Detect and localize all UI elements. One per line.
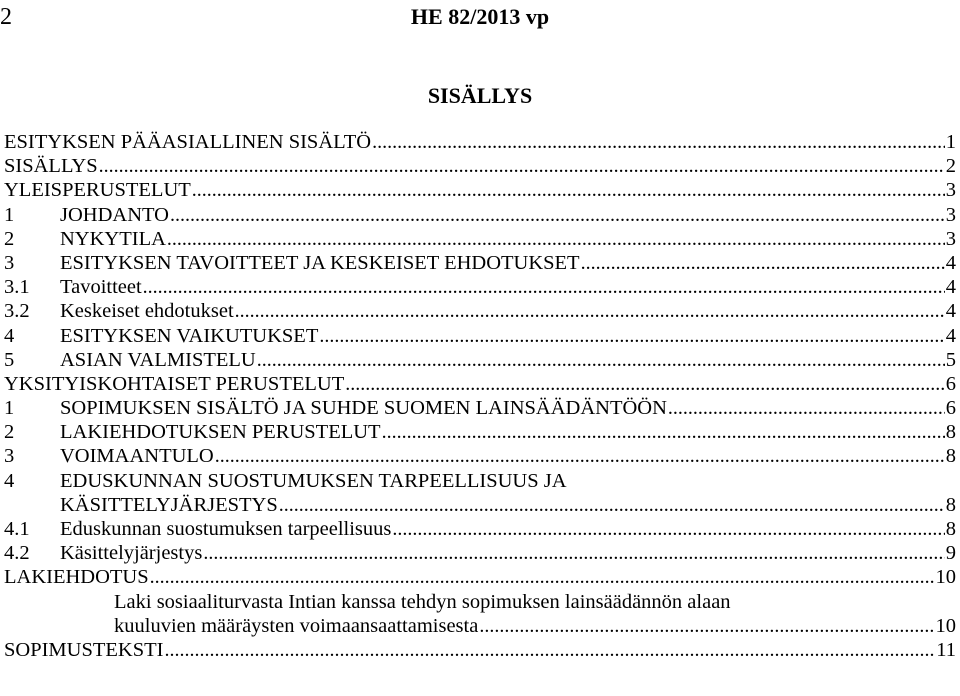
toc-entry-text: YLEISPERUSTELUT: [4, 179, 191, 202]
toc-entry-page: 3: [945, 203, 956, 226]
toc-entry[interactable]: [4, 299, 956, 323]
toc-entry-text: Käsittelyjärjestys: [60, 542, 203, 565]
document-id: HE 82/2013 vp: [410, 4, 550, 29]
toc-entry-text: EDUSKUNNAN SUOSTUMUKSEN TARPEELLISUUS JA: [60, 469, 567, 492]
toc-entry-text: Keskeiset ehdotukset: [60, 300, 234, 323]
leader-dots: [479, 614, 934, 638]
toc-entry-page: 3: [945, 227, 956, 250]
toc-entry-text: ASIAN VALMISTELU: [60, 348, 256, 371]
toc-entry-text: LAKIEHDOTUS: [4, 566, 149, 589]
toc-entry-text: ESITYKSEN TAVOITTEET JA KESKEISET EHDOTUKSET: [60, 251, 580, 274]
toc-entry-number: 3: [4, 251, 15, 274]
toc-entry-number: 5: [4, 348, 15, 371]
toc-entry[interactable]: [4, 348, 956, 372]
leader-dots: [257, 348, 945, 372]
toc-entry-page: 4: [945, 300, 956, 323]
toc-entry-page: 8: [945, 445, 956, 468]
toc-entry[interactable]: [4, 178, 956, 202]
toc-entry-page: 8: [945, 493, 956, 516]
toc-entry-number: 4: [4, 469, 15, 492]
toc-entry-page: 4: [945, 324, 956, 347]
toc-entry[interactable]: [4, 130, 956, 154]
toc-entry-text: Eduskunnan suostumuksen tarpeellisuus: [60, 518, 392, 540]
leader-dots: [372, 130, 945, 154]
toc-entry-number: 3.1: [4, 276, 30, 299]
leader-dots: [668, 396, 945, 420]
toc-entry-page: 4: [945, 276, 956, 299]
toc-entry-number: 1: [4, 397, 15, 420]
toc-entry-page: 4: [945, 251, 956, 274]
leader-dots: [382, 420, 945, 444]
leader-dots: [164, 638, 935, 662]
toc-entry-number: 4.1: [4, 518, 30, 540]
toc-entry-page: 10: [935, 614, 956, 637]
toc-entry-text: SOPIMUKSEN SISÄLTÖ JA SUHDE SUOMEN LAINSÄÄDÄNTÖÖN: [60, 397, 667, 420]
toc-entry-text: VOIMAANTULO: [60, 445, 214, 468]
toc-entry-text: NYKYTILA: [60, 227, 166, 250]
toc-entry-text: ESITYKSEN VAIKUTUKSET: [60, 324, 319, 347]
toc-entry[interactable]: [4, 638, 956, 662]
toc-entry-text: ESITYKSEN PÄÄASIALLINEN SISÄLTÖ: [4, 131, 372, 153]
toc-entry[interactable]: [4, 372, 956, 396]
table-of-contents: [4, 130, 956, 662]
toc-entry-continuation[interactable]: [4, 493, 956, 517]
toc-entry-page: 1: [945, 131, 956, 153]
leader-dots: [345, 372, 945, 396]
toc-entry-text: JOHDANTO: [60, 203, 169, 226]
toc-entry-page: 8: [945, 421, 956, 444]
toc-entry-text: KÄSITTELYJÄRJESTYS: [60, 493, 278, 516]
toc-entry-page: 9: [945, 542, 956, 565]
toc-entry[interactable]: [4, 227, 956, 251]
toc-entry-number: 2: [4, 227, 15, 250]
toc-entry[interactable]: [4, 275, 956, 299]
toc-entry-text: Laki sosiaaliturvasta Intian kanssa tehdyn sopimuksen lainsäädännön alaan: [114, 590, 731, 613]
toc-entry-text: kuuluvien määräysten voimaansaattamisesta: [114, 614, 479, 637]
toc-entry-number: 3.2: [4, 300, 30, 323]
toc-entry-text: SOPIMUSTEKSTI: [4, 638, 164, 661]
toc-title: [0, 83, 960, 109]
page-number: 2: [0, 4, 12, 30]
toc-entry-number: 1: [4, 203, 15, 226]
leader-dots: [99, 154, 945, 178]
toc-entry[interactable]: [4, 203, 956, 227]
toc-entry[interactable]: [4, 565, 956, 589]
toc-entry[interactable]: [4, 154, 956, 178]
toc-entry-number: 4: [4, 324, 15, 347]
leader-dots: [150, 565, 935, 589]
toc-entry-text: SISÄLLYS: [4, 155, 98, 178]
toc-entry[interactable]: [4, 444, 956, 468]
toc-entry-continuation[interactable]: [4, 614, 956, 638]
leader-dots: [215, 444, 945, 468]
toc-entry-text: YKSITYISKOHTAISET PERUSTELUT: [4, 372, 345, 395]
toc-entry[interactable]: [4, 396, 956, 420]
leader-dots: [235, 299, 945, 323]
toc-entry-page: 6: [945, 372, 956, 395]
toc-entry-number: 4.2: [4, 542, 30, 565]
toc-entry-page: 11: [936, 638, 956, 661]
toc-entry[interactable]: [4, 420, 956, 444]
toc-entry-number: 2: [4, 421, 15, 444]
toc-entry-page: 8: [945, 518, 956, 540]
toc-entry-page: 3: [945, 179, 956, 202]
toc-entry-number: 3: [4, 445, 15, 468]
leader-dots: [143, 275, 945, 299]
toc-entry[interactable]: [4, 324, 956, 348]
toc-entry-text: LAKIEHDOTUKSEN PERUSTELUT: [60, 421, 381, 444]
leader-dots: [167, 227, 945, 251]
toc-entry-page: 2: [945, 155, 956, 178]
toc-entry[interactable]: [4, 469, 956, 493]
leader-dots: [581, 251, 945, 275]
toc-entry-page: 5: [945, 348, 956, 371]
leader-dots: [203, 541, 944, 565]
toc-title-text: SISÄLLYS: [427, 83, 533, 108]
toc-entry-page: 10: [935, 566, 956, 589]
toc-entry[interactable]: [4, 517, 956, 541]
leader-dots: [192, 178, 945, 202]
leader-dots: [392, 517, 944, 541]
leader-dots: [170, 203, 945, 227]
leader-dots: [319, 324, 944, 348]
toc-entry[interactable]: [4, 251, 956, 275]
toc-entry-text: Tavoitteet: [60, 276, 142, 299]
leader-dots: [279, 493, 945, 517]
toc-entry[interactable]: [4, 541, 956, 565]
toc-entry[interactable]: [4, 590, 956, 614]
toc-entry-page: 6: [945, 397, 956, 420]
